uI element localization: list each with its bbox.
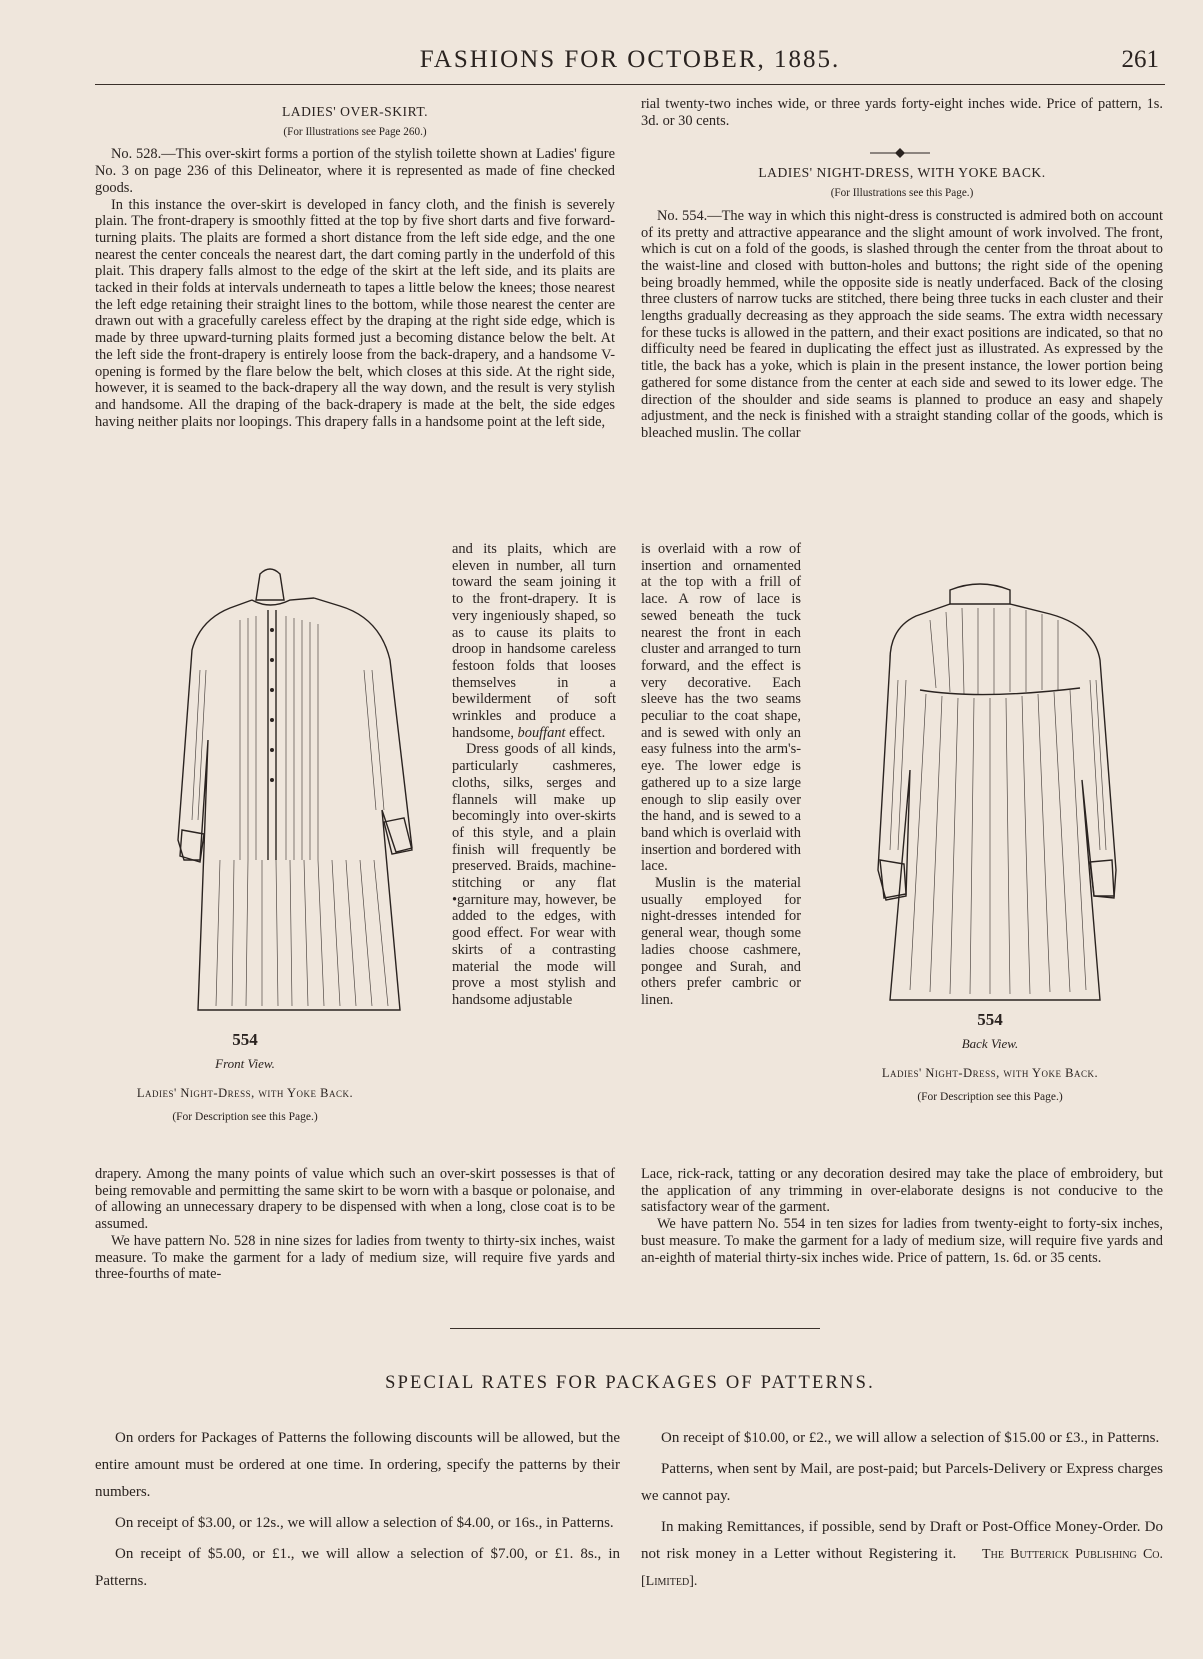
publisher-signature: The Butterick Publishing Co. [Limited].	[641, 1547, 1164, 1589]
separator-ornament	[870, 148, 930, 158]
overskirt-continuation: rial twenty-two inches wide, or three yards forty-eight inches wide. Price of pattern, 1s. 3d. or 30 cents.	[641, 96, 1163, 129]
page-number: 261	[1121, 46, 1159, 73]
nightdress-narrow-column	[641, 541, 801, 1009]
special-rates-left-paragraph-1: On orders for Packages of Patterns the following discounts will be allowed, but the entire amount must be ordered at one time. In ordering, specify the patterns by their numbers.	[95, 1430, 620, 1500]
overskirt-bottom-paragraph-1: drapery. Among the many points of value which such an over-skirt possesses is that of being removable and permitting the same skirt to be worn with a basque or polonaise, and of allowing an unnecessary drapery to be dispensed with when a long, close coat is to be assumed.	[95, 1166, 615, 1233]
back-view-figure	[850, 580, 1150, 1103]
special-rates-right-paragraph-1: On receipt of $10.00, or £2., we will allow a selection of $15.00 or £3., in Patterns.	[661, 1430, 1160, 1446]
front-view-title: Ladies' Night-Dress, with Yoke Back.	[136, 1086, 354, 1100]
nightdress-subheading: (For Illustrations see this Page.)	[830, 187, 974, 200]
overskirt-paragraph-1: No. 528.—This over-skirt forms a portion of the stylish toilette shown at Ladies' figure No. 3 on page 236 of this Delineator, where it is represented as made of fine checked goods.	[95, 146, 615, 196]
back-view-title: Ladies' Night-Dress, with Yoke Back.	[881, 1066, 1099, 1080]
back-view-caption	[810, 1010, 1170, 1103]
special-rates-right	[641, 1425, 1163, 1599]
front-view-label: Front View.	[215, 1056, 275, 1071]
special-rates-right-paragraph-2: Patterns, when sent by Mail, are post-paid; but Parcels-Delivery or Express charges we cannot pay.	[641, 1461, 1163, 1504]
special-rates-right-paragraph-3: In making Remittances, if possible, send by Draft or Post-Office Money-Order. Do not risk money in a Letter without Registering it. The Butterick Publishing Co. [Limited].	[641, 1519, 1164, 1589]
overskirt-article	[95, 98, 615, 430]
front-view-figure	[100, 560, 430, 1123]
special-rates-left-paragraph-3: On receipt of $5.00, or £1., we will allow a selection of $7.00, or £1. 8s., in Patterns.	[95, 1546, 620, 1589]
overskirt-paragraph-2: In this instance the over-skirt is developed in fancy cloth, and the finish is severely plain. The front-drapery is smoothly fitted at the top by five short darts and five forward-turning plaits. The plaits are formed a short distance from the left side edge, and the one nearest the center conceals the nearest dart, the dart coming partly in the underfold of this plait. This drapery falls almost to the edge of the skirt at the left side, and its plaits are tacked in their folds at intervals underneath to tapes a little below the knees; those nearest the left edge retaining their straight lines to the bottom, while those nearest the center are drawn out with a gracefully careless effect by the draping at the right side edge, which is made by three upward-turning plaits formed just a becoming distance below the belt. At the left side the front-drapery is entirely loose from the back-drapery, and a handsome V-opening is formed by the flare below the belt, which closes at this side. At the right side, however, it is seamed to the back-drapery all the way down, and the result is very stylish and handsome. All the draping of the back-drapery is made at the belt, the side edges having neither plaits nor loopings. This drapery falls in a handsome point at the left side,	[95, 196, 615, 430]
overskirt-narrow-paragraph-2: Dress goods of all kinds, particularly cashmeres, cloths, silks, serges and flannels will make up becomingly into over-skirts of this style, and a plain finish will frequently be preserved. Braids, machine-stitching or any flat •garniture may, however, be added to the edges, with good effect. For wear with skirts of a contrasting material the mode will prove a most stylish and handsome adjustable	[452, 741, 616, 1008]
overskirt-narrow-column	[452, 541, 616, 1009]
nightdress-bottom-paragraph-2: We have pattern No. 554 in ten sizes for ladies from twenty-eight to forty-six inches, bust measure. To make the garment for a lady of medium size, will require five yards and an-eighth of material thirty-six inches wide. Price of pattern, 1s. 6d. or 35 cents.	[641, 1216, 1163, 1266]
back-view-nightdress-illustration	[850, 580, 1150, 1010]
overskirt-narrow-paragraph-1: and its plaits, which are eleven in number, all turn toward the seam joining it to the front-drapery. It is very ingeniously shaped, so as to cause its plaits to droop in handsome careless festoon folds that looses themselves in a bewilderment of soft wrinkles and produce a handsome, bouffant effect.	[452, 541, 616, 741]
section-divider	[450, 1328, 820, 1329]
overskirt-bottom-paragraph-2: We have pattern No. 528 in nine sizes for ladies from twenty to thirty-six inches, waist measure. To make the garment for a lady of medium size, will require five yards and three-fourths of mate-	[95, 1232, 615, 1283]
page-title: FASHIONS FOR OCTOBER, 1885.	[419, 46, 841, 73]
nightdress-paragraph-1: No. 554.—The way in which this night-dress is constructed is admired both on account of its pretty and attractive appearance and the slight amount of work involved. The front, which is cut on a fold of the goods, is slashed through the center from the throat about to the waist-line and closed with button-holes and buttons; the right side of the opening being broadly hemmed, while the opposite side is neatly underfaced. Back of the closing three clusters of narrow tucks are stitched, there being three tucks in each cluster and their lengths gradually decreasing as they approach the side seams. The extra width necessary for these tucks is allowed in the pattern, and their exact positions are indicated, so that no difficulty need be feared in duplicating the effect just as illustrated. As expressed by the title, the back has a yoke, which is plain in the present instance, the lower portion being gathered for some distance from the center at each side and sewed to its lower edge. The direction of the shoulder and side seams is planned to produce an easy and shapely adjustment, and the neck is finished with a straight standing collar of the goods, which is bleached muslin. The collar	[641, 207, 1163, 441]
special-rates-left	[95, 1425, 620, 1599]
nightdress-heading: LADIES' NIGHT-DRESS, WITH YOKE BACK.	[758, 165, 1046, 181]
nightdress-bottom	[641, 1166, 1163, 1266]
nightdress-narrow-paragraph-1: is overlaid with a row of insertion and ornamented at the top with a frill of lace. A row of lace is sewed beneath the tuck nearest the front in each cluster and arranged to turn forward, and the effect is very decorative. Each sleeve has the two seams peculiar to the coat shape, and is sewed with only an easy fulness into the arm's-eye. The lower edge is gathered up to a size large enough to slip easily over the hand, and is sewed to a band which is overlaid with insertion and bordered with lace.	[641, 541, 801, 875]
special-rates-left-paragraph-2: On receipt of $3.00, or 12s., we will allow a selection of $4.00, or 16s., in Patterns.	[115, 1515, 614, 1531]
back-view-description: (For Description see this Page.)	[917, 1091, 1063, 1103]
nightdress-narrow-paragraph-2: Muslin is the material usually employed for night-dresses intended for general wear, though some ladies choose cashmere, pongee and Surah, and others prefer cambric or linen.	[641, 875, 801, 1008]
front-view-caption	[60, 1030, 430, 1123]
special-rates-title: SPECIAL RATES FOR PACKAGES OF PATTERNS.	[385, 1373, 875, 1393]
back-view-label: Back View.	[961, 1036, 1019, 1051]
front-view-description: (For Description see this Page.)	[172, 1111, 318, 1123]
back-view-number: 554	[977, 1010, 1003, 1029]
overskirt-heading: LADIES' OVER-SKIRT.	[281, 104, 429, 119]
front-view-nightdress-illustration	[100, 560, 430, 1030]
nightdress-bottom-paragraph-1: Lace, rick-rack, tatting or any decoration desired may take the place of embroidery, but the application of any trimming in over-elaborate designs is not conducive to the satisfactory wear of the garment.	[641, 1166, 1163, 1216]
page-header	[95, 44, 1165, 85]
overskirt-bottom	[95, 1166, 615, 1283]
front-view-number: 554	[232, 1030, 258, 1049]
overskirt-subheading: (For Illustrations see Page 260.)	[283, 125, 427, 138]
